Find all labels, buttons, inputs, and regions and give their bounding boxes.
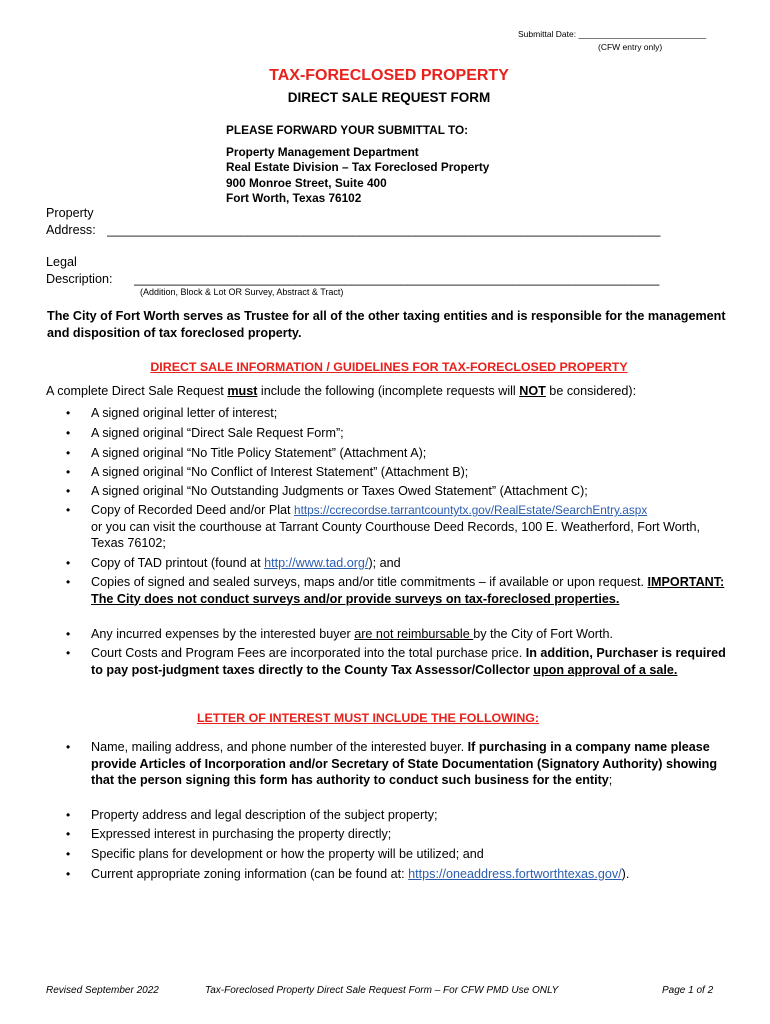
bullet: • xyxy=(66,446,71,460)
zoning-link[interactable]: https://oneaddress.fortworthtexas.gov/ xyxy=(408,867,622,881)
forward-line: Real Estate Division – Tax Foreclosed Property xyxy=(226,160,490,175)
list-item: Expressed interest in purchasing the property directly; xyxy=(91,827,392,841)
forward-heading: PLEASE FORWARD YOUR SUBMITTAL TO: xyxy=(226,123,469,137)
list-item: A signed original letter of interest; xyxy=(91,406,278,420)
list-item: A signed original “No Conflict of Interest Statement” (Attachment B); xyxy=(91,465,469,479)
list-item-deed: Copy of Recorded Deed and/or Plat https://ccrecordse.tarrantcountytx.gov/RealEstate/SearchEntry.aspx or you can visit the courthouse at Tarrant County Courthouse Deed Records, 100 E. Weatherford, Fort Worth, Texas 76102; xyxy=(91,503,701,550)
bullet: • xyxy=(66,740,71,754)
property-label-line1: Property xyxy=(46,206,94,220)
bullet: • xyxy=(66,465,71,479)
bullet: • xyxy=(66,575,71,589)
forward-line: Fort Worth, Texas 76102 xyxy=(226,190,362,205)
forward-address xyxy=(226,145,489,206)
property-address-field[interactable]: _______________________________________________________________________________ xyxy=(107,223,661,237)
list-item-tad: Copy of TAD printout (found at http://www.tad.org/); and xyxy=(91,556,401,570)
cfw-entry-note: (CFW entry only) xyxy=(598,42,663,52)
property-label-line2: Address: xyxy=(46,223,96,237)
form-title: TAX-FORECLOSED PROPERTY xyxy=(269,67,509,84)
list-item-name-address: Name, mailing address, and phone number of the interested buyer. If purchasing in a company name please provide Articles of Incorporation and/or Secretary of State Documentation (Signatory Authority) showing that the person signing this form has authority to conduct such business for the entity; xyxy=(91,740,718,787)
guidelines-intro: A complete Direct Sale Request must include the following (incomplete requests will NOT be considered): xyxy=(46,384,637,398)
footer-form-name: Tax-Foreclosed Property Direct Sale Request Form – For CFW PMD Use ONLY xyxy=(205,985,559,996)
bullet: • xyxy=(66,426,71,440)
bullet: • xyxy=(66,503,71,517)
bullet: • xyxy=(66,808,71,822)
bullet: • xyxy=(66,827,71,841)
footer-revised: Revised September 2022 xyxy=(46,985,159,996)
legal-label-line2: Description: xyxy=(46,272,113,286)
guidelines-heading: DIRECT SALE INFORMATION / GUIDELINES FOR TAX-FORECLOSED PROPERTY xyxy=(150,360,628,374)
important-note: IMPORTANT: The City does not conduct surveys and/or provide surveys on tax-foreclosed properties. xyxy=(91,575,725,606)
list-item-expenses: Any incurred expenses by the interested buyer are not reimbursable by the City of Fort Worth. xyxy=(91,627,613,641)
bullet: • xyxy=(66,627,71,641)
trustee-statement: The City of Fort Worth serves as Trustee for all of the other taxing entities and is responsible for the management and disposition of tax foreclosed property. xyxy=(47,309,726,340)
property-address-label xyxy=(46,205,96,239)
legal-description-label xyxy=(46,254,113,288)
bullet: • xyxy=(66,484,71,498)
list-item: A signed original “No Title Policy Statement” (Attachment A); xyxy=(91,446,427,460)
bullet: • xyxy=(66,847,71,861)
tad-link[interactable]: http://www.tad.org/ xyxy=(264,556,369,570)
forward-line: 900 Monroe Street, Suite 400 xyxy=(226,175,387,190)
list-item: A signed original “No Outstanding Judgments or Taxes Owed Statement” (Attachment C); xyxy=(91,484,588,498)
bullet: • xyxy=(66,646,71,660)
legal-label-line1: Legal xyxy=(46,255,77,269)
list-item-court-costs: Court Costs and Program Fees are incorporated into the total purchase price. In addition, Purchaser is required to pay post-judgment taxes directly to the County Tax Assessor/Collector upon approval of a sale. xyxy=(91,646,726,677)
footer-page-number: Page 1 of 2 xyxy=(662,985,714,996)
legal-description-hint: (Addition, Block & Lot OR Survey, Abstract & Tract) xyxy=(140,287,344,297)
submittal-date: Submittal Date: ___________________________ xyxy=(518,29,707,39)
bullet: • xyxy=(66,556,71,570)
list-item: A signed original “Direct Sale Request Form”; xyxy=(91,426,344,440)
letter-heading: LETTER OF INTEREST MUST INCLUDE THE FOLLOWING: xyxy=(196,711,540,725)
forward-line: Property Management Department xyxy=(226,145,419,159)
list-item-zoning: Current appropriate zoning information (can be found at: https://oneaddress.fortworthtexas.gov/). xyxy=(91,867,630,881)
form-subtitle: DIRECT SALE REQUEST FORM xyxy=(287,90,491,105)
deed-records-link[interactable]: https://ccrecordse.tarrantcountytx.gov/RealEstate/SearchEntry.aspx xyxy=(294,503,648,517)
list-item: Property address and legal description of the subject property; xyxy=(91,808,438,822)
bullet: • xyxy=(66,867,71,881)
bullet: • xyxy=(66,406,71,420)
legal-description-field[interactable]: ___________________________________________________________________________ xyxy=(134,272,660,286)
list-item: Specific plans for development or how the property will be utilized; and xyxy=(91,847,484,861)
list-item-surveys: Copies of signed and sealed surveys, maps and/or title commitments – if available or upon request. IMPORTANT: The City does not conduct surveys and/or provide surveys on tax-foreclosed properties. xyxy=(91,575,725,606)
